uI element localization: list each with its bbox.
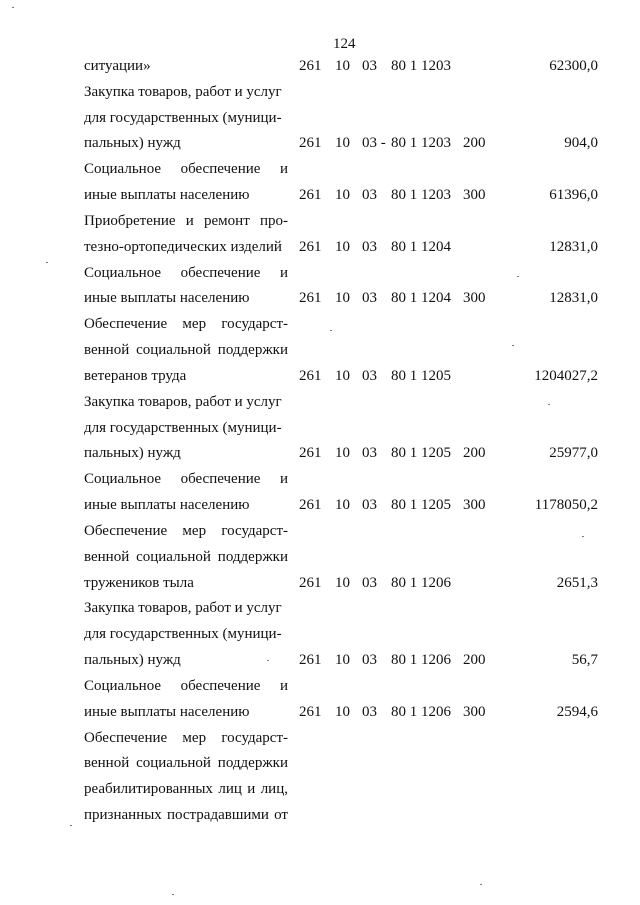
table-row: [0, 649, 640, 671]
amount: 2651,3: [556, 574, 598, 591]
table-row: [0, 417, 640, 439]
row-description: Закупка товаров, работ и услуг: [84, 600, 282, 617]
row-description: тружеников тыла: [84, 574, 194, 591]
row-description: реабилитированных лиц и лиц,: [84, 781, 288, 798]
code-ministry: 261: [299, 187, 322, 204]
row-description: ситуации»: [84, 58, 151, 74]
row-description: Социальное обеспечение и: [84, 161, 288, 178]
table-row: [0, 623, 640, 645]
row-description: ветеранов труда: [84, 367, 187, 384]
row-description: Социальное обеспечение и: [84, 471, 288, 488]
amount: 1178050,2: [534, 497, 598, 514]
code-target-article: 80 1 1206: [391, 703, 451, 720]
row-description: тезно-ортопедических изделий: [84, 238, 282, 255]
table-row: [0, 262, 640, 284]
code-ministry: 261: [299, 290, 322, 307]
scan-speck: [512, 345, 514, 346]
code-subsection: 03: [362, 290, 377, 307]
table-row: [0, 701, 640, 723]
code-section: 10: [335, 367, 350, 384]
table-row: [0, 468, 640, 490]
table-row: [0, 391, 640, 413]
table-row: [0, 442, 640, 464]
code-subsection: 03: [362, 574, 377, 591]
code-target-article: 80 1 1203: [391, 187, 451, 204]
table-row: [0, 236, 640, 258]
scan-speck: [548, 404, 550, 405]
code-expense-type: 200: [463, 652, 486, 669]
row-description: Социальное обеспечение и: [84, 264, 288, 281]
table-row: [0, 132, 640, 154]
code-ministry: 261: [299, 652, 322, 669]
row-description: иные выплаты населению: [84, 703, 250, 720]
table-row: [0, 339, 640, 361]
scan-speck: [480, 884, 482, 885]
code-subsection: 03: [362, 187, 377, 204]
row-description: Закупка товаров, работ и услуг: [84, 83, 282, 100]
table-row: [0, 287, 640, 309]
code-ministry: 261: [299, 135, 322, 152]
code-ministry: 261: [299, 574, 322, 591]
row-description: признанных пострадавшими от: [84, 807, 288, 824]
code-section: 10: [335, 135, 350, 152]
code-section: 10: [335, 652, 350, 669]
row-description: пальных) нужд: [84, 652, 181, 669]
table-row: [0, 81, 640, 103]
amount: 12831,0: [549, 290, 598, 307]
row-description: венной социальной поддержки: [84, 755, 288, 772]
amount: 1204027,2: [534, 367, 598, 384]
code-ministry: 261: [299, 445, 322, 462]
row-description: для государственных (муници-: [84, 109, 282, 126]
code-target-article: 80 1 1204: [391, 238, 451, 255]
code-target-article: 80 1 1205: [391, 445, 451, 462]
row-description: Приобретение и ремонт про-: [84, 212, 288, 229]
table-row: [0, 313, 640, 335]
scan-speck: [267, 660, 269, 661]
code-expense-type: 200: [463, 445, 486, 462]
code-ministry: 261: [299, 367, 322, 384]
code-expense-type: 300: [463, 703, 486, 720]
code-section: 10: [335, 238, 350, 255]
row-description: пальных) нужд: [84, 445, 181, 462]
scan-speck: [582, 536, 584, 537]
table-row: [0, 210, 640, 232]
code-section: 10: [335, 58, 350, 74]
table-row: [0, 778, 640, 800]
row-description: Обеспечение мер государст-: [84, 729, 288, 746]
scan-speck: [12, 7, 14, 8]
code-subsection: 03: [362, 58, 377, 74]
table-row: [0, 804, 640, 826]
row-description: Социальное обеспечение и: [84, 677, 288, 694]
scan-speck: [517, 276, 519, 277]
table-row: [0, 727, 640, 749]
page-number: 124: [333, 36, 356, 52]
code-section: 10: [335, 290, 350, 307]
table-row: [0, 675, 640, 697]
table-row: [0, 597, 640, 619]
table-row: [0, 494, 640, 516]
scan-speck: [172, 894, 174, 895]
code-subsection: 03 -: [362, 135, 386, 152]
row-description: для государственных (муници-: [84, 626, 282, 643]
code-subsection: 03: [362, 497, 377, 514]
amount: 56,7: [571, 652, 598, 669]
code-target-article: 80 1 1205: [391, 497, 451, 514]
amount: 904,0: [564, 135, 598, 152]
code-section: 10: [335, 497, 350, 514]
code-target-article: 80 1 1203: [391, 58, 451, 74]
scan-speck: [330, 330, 332, 331]
code-subsection: 03: [362, 652, 377, 669]
code-expense-type: 300: [463, 290, 486, 307]
code-section: 10: [335, 574, 350, 591]
row-description: пальных) нужд: [84, 135, 181, 152]
code-ministry: 261: [299, 497, 322, 514]
code-target-article: 80 1 1206: [391, 652, 451, 669]
code-section: 10: [335, 445, 350, 462]
table-row: [0, 158, 640, 180]
row-description: иные выплаты населению: [84, 187, 250, 204]
code-subsection: 03: [362, 445, 377, 462]
code-target-article: 80 1 1203: [391, 135, 451, 152]
row-description: Закупка товаров, работ и услуг: [84, 393, 282, 410]
code-ministry: 261: [299, 58, 322, 74]
table-row: [0, 365, 640, 387]
code-target-article: 80 1 1204: [391, 290, 451, 307]
row-description: иные выплаты населению: [84, 290, 250, 307]
code-ministry: 261: [299, 238, 322, 255]
code-expense-type: 300: [463, 187, 486, 204]
code-subsection: 03: [362, 238, 377, 255]
code-ministry: 261: [299, 703, 322, 720]
code-target-article: 80 1 1206: [391, 574, 451, 591]
table-row: [0, 55, 640, 77]
table-row: [0, 572, 640, 594]
code-subsection: 03: [362, 367, 377, 384]
code-subsection: 03: [362, 703, 377, 720]
row-description: иные выплаты населению: [84, 497, 250, 514]
scan-speck: [70, 825, 72, 826]
code-section: 10: [335, 703, 350, 720]
amount: 12831,0: [549, 238, 598, 255]
row-description: венной социальной поддержки: [84, 342, 288, 359]
code-target-article: 80 1 1205: [391, 367, 451, 384]
row-description: венной социальной поддержки: [84, 548, 288, 565]
row-description: Обеспечение мер государст-: [84, 522, 288, 539]
code-expense-type: 300: [463, 497, 486, 514]
table-row: [0, 520, 640, 542]
table-row: [0, 546, 640, 568]
code-section: 10: [335, 187, 350, 204]
scan-speck: [46, 262, 48, 263]
amount: 61396,0: [549, 187, 598, 204]
table-row: [0, 752, 640, 774]
row-description: Обеспечение мер государст-: [84, 316, 288, 333]
table-row: [0, 184, 640, 206]
code-expense-type: 200: [463, 135, 486, 152]
amount: 2594,6: [556, 703, 598, 720]
amount: 62300,0: [549, 58, 598, 74]
row-description: для государственных (муници-: [84, 419, 282, 436]
amount: 25977,0: [549, 445, 598, 462]
table-row: [0, 107, 640, 129]
